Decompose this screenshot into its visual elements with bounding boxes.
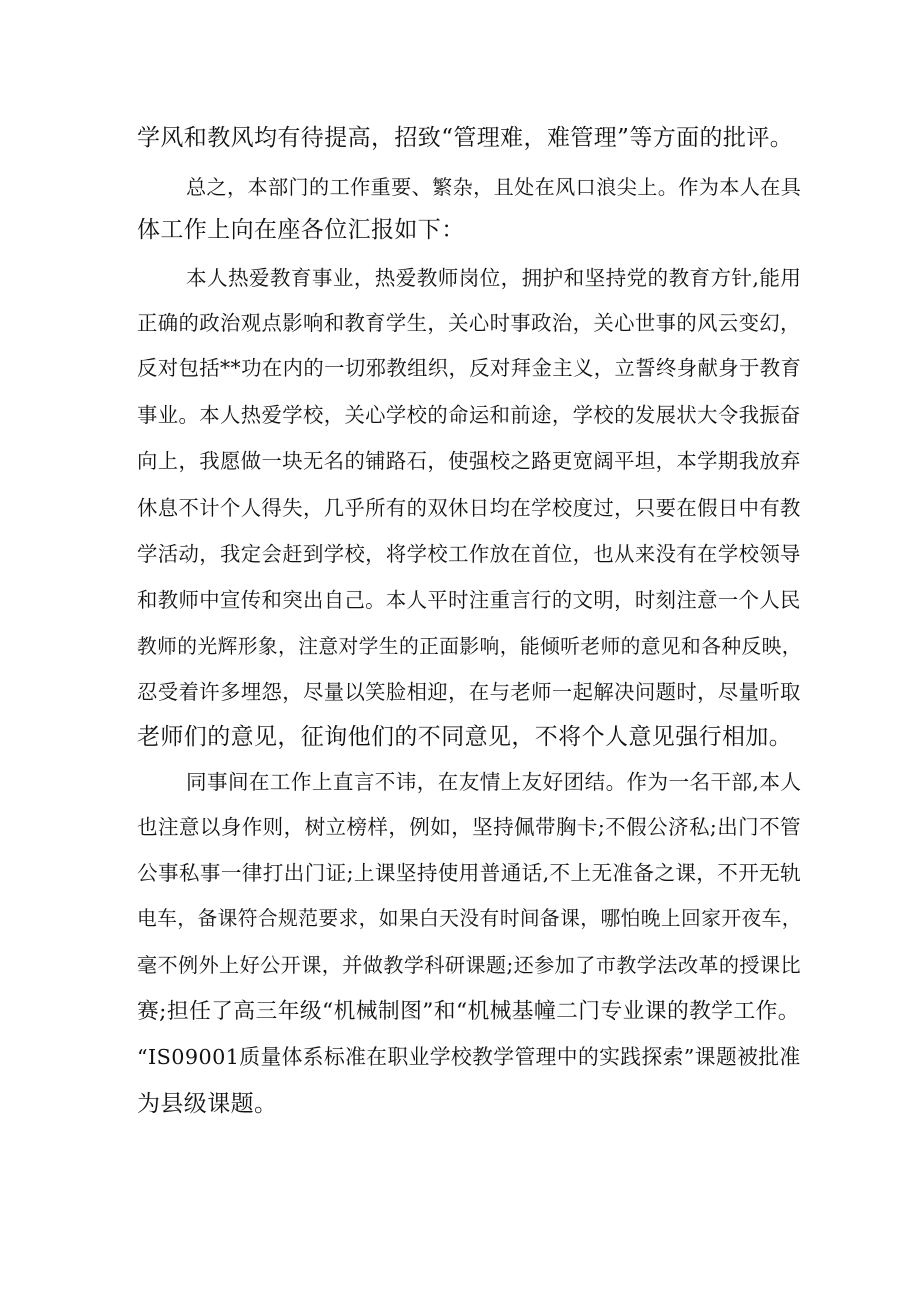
text-line: 学活动，我定会赶到学校，将学校工作放在首位，也从来没有在学校领导 — [137, 542, 801, 566]
text-line: 电车，备课符合规范要求，如果白天没有时间备课，哪怕晚上回家开夜车， — [137, 907, 802, 930]
text-line: 和教师中宣传和突出自己。本人平时注重言行的文明，时刻注意一个人民 — [137, 588, 801, 612]
paragraph-first-line: 本人热爱教育事业，热爱教师岗位，拥护和坚持党的教育方针,能用 — [186, 266, 802, 290]
text-line: “IS09001质量体系标准在职业学校教学管理中的实践探索”课题被批准 — [137, 1045, 801, 1069]
text-line: 正确的政治观点影响和教育学生，关心时事政治，关心世事的风云变幻， — [137, 311, 801, 335]
text-line: 体工作上向在座各位汇报如下： — [137, 217, 465, 243]
text-line: 也注意以身作则，树立榜样，例如，坚持佩带胸卡;不假公济私;出门不管 — [137, 815, 801, 839]
text-line: 毫不例外上好公开课，并做教学科研课题;还参加了市教学法改革的授课比 — [137, 953, 801, 977]
text-line: 学风和教风均有待提高，招致“管理难，难管理”等方面的批评。 — [137, 125, 794, 151]
text-line: 教师的光辉形象，注意对学生的正面影响，能倾听老师的意见和各种反映， — [137, 635, 802, 658]
paragraph-first-line: 总之，本部门的工作重要、繁杂，且处在风口浪尖上。作为本人在具 — [186, 175, 802, 199]
paragraph-first-line: 同事间在工作上直言不讳，在友情上友好团结。作为一名干部,本人 — [186, 770, 802, 794]
text-line: 休息不计个人得失，几乎所有的双休日均在学校度过，只要在假日中有教 — [137, 496, 801, 520]
text-line: 赛;担任了高三年级“机械制图”和“机械基幢二门专业课的教学工作。 — [137, 999, 800, 1024]
text-line: 为县级课题。 — [137, 1091, 278, 1117]
text-line: 事业。本人热爱学校，关心学校的命运和前途，学校的发展状大令我振奋 — [137, 403, 801, 427]
text-line: 公事私事一律打出门证;上课坚持使用普通话,不上无准备之课，不开无轨 — [137, 861, 802, 885]
text-line: 忍受着许多埋怨，尽量以笑脸相迎，在与老师一起解决问题时，尽量听取 — [137, 680, 801, 704]
text-line: 反对包括**功在内的一切邪教组织，反对拜金主义，立誓终身献身于教育 — [137, 356, 802, 380]
text-line: 向上，我愿做一块无名的铺路石，使强校之路更宽阔平坦，本学期我放弃 — [137, 449, 801, 473]
text-line: 老师们的意见，征询他们的不同意见，不将个人意见强行相加。 — [137, 724, 793, 750]
